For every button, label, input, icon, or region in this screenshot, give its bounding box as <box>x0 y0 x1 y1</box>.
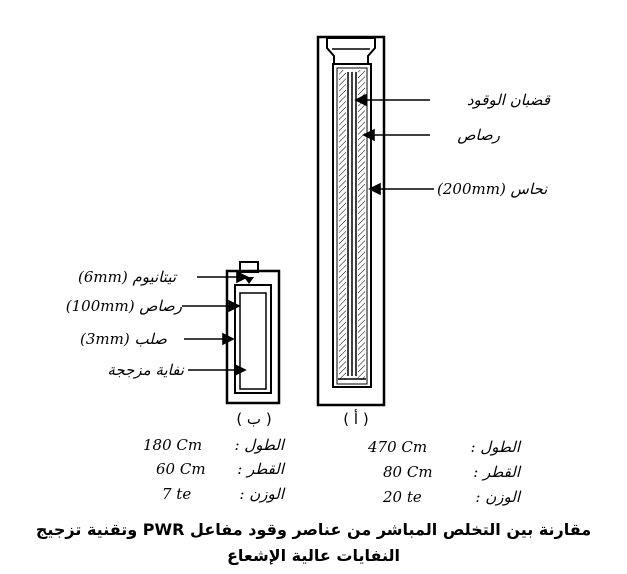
spec-a-weight-value: 20 te <box>383 488 422 506</box>
spec-a-length-key: الطول : <box>470 438 520 456</box>
spec-a-diameter-key: القطر : <box>473 463 520 481</box>
label-titanium: تيتانيوم (6mm) <box>78 268 177 286</box>
label-glass-waste: نفاية مزججة <box>107 361 184 379</box>
spec-a-weight-key: الوزن : <box>475 488 520 506</box>
label-steel: صلب (3mm) <box>80 330 167 348</box>
container-a-letter: ( أ ) <box>343 410 369 428</box>
glass-waste-block <box>240 293 266 389</box>
spec-b-length-value: 180 Cm <box>143 436 203 454</box>
label-copper: نحاس (200mm) <box>437 180 548 198</box>
container-a-arrows <box>356 95 434 194</box>
container-b-arrows <box>182 272 247 375</box>
spec-b-diameter-key: القطر : <box>237 460 284 478</box>
caption-line-2: النفايات عالية الإشعاع <box>226 546 401 565</box>
spec-b-weight-value: 7 te <box>162 485 192 503</box>
label-lead-b: رصاص (100mm) <box>65 297 182 315</box>
container-b <box>227 262 279 403</box>
container-a <box>318 37 384 405</box>
caption-line-1: مقارنة بين التخلص المباشر من عناصر وقود مفاعل PWR وتقنية تزجيج <box>35 520 592 539</box>
spec-b-weight-key: الوزن : <box>239 485 284 503</box>
spec-a-diameter-value: 80 Cm <box>383 463 433 481</box>
label-lead-a: رصاص <box>457 126 500 144</box>
label-fuel-rods: قضبان الوقود <box>466 91 550 109</box>
spec-b-diameter-value: 60 Cm <box>156 460 206 478</box>
container-a-outer-wall <box>318 37 384 405</box>
container-a-cap <box>327 38 375 64</box>
spec-a-length-value: 470 Cm <box>368 438 428 456</box>
spec-b-length-key: الطول : <box>234 436 284 454</box>
container-b-letter: ( ب ) <box>236 410 272 428</box>
